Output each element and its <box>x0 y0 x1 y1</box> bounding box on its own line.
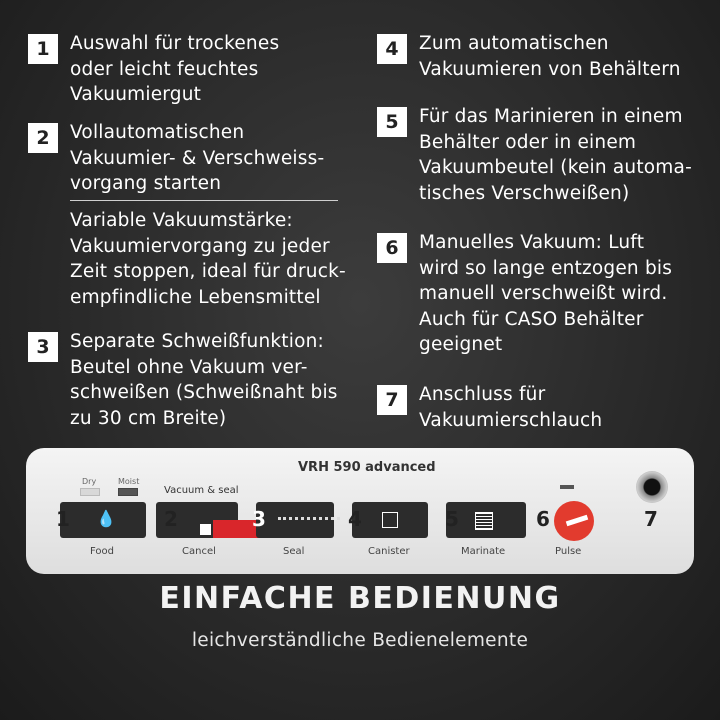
panel-number-5: 5 <box>445 507 459 531</box>
panel-number-3: 3 <box>252 507 266 531</box>
item-text: Anschluss für Vakuumierschlauch <box>419 384 603 431</box>
item-text: Vollautomatischen Vakuumier- & Verschweiss- vorgang starten <box>70 122 325 194</box>
item-2-note: Variable Vakuumstärke: Vakuumiervorgang zu jeder Zeit stoppen, ideal für druck- empfindliche Lebensmittel <box>70 210 346 308</box>
panel-number-1: 1 <box>56 507 70 531</box>
note-divider <box>70 200 338 201</box>
led-moist-indicator <box>118 488 138 496</box>
label-cancel: Cancel <box>182 546 216 557</box>
vacuum-seal-label: Vacuum & seal <box>164 485 239 496</box>
item-number: 3 <box>28 332 58 362</box>
seal-button[interactable] <box>256 502 334 538</box>
item-number: 2 <box>28 123 58 153</box>
item-number: 4 <box>377 34 407 64</box>
label-seal: Seal <box>283 546 305 557</box>
item-text: Manuelles Vakuum: Luft wird so lange entzogen bis manuell verschweißt wird. Auch für CASO Behälter geeignet <box>419 232 673 355</box>
page-subtitle: leichverständliche Bedienelemente <box>191 630 529 651</box>
panel-number-4: 4 <box>348 507 362 531</box>
panel-number-2: 2 <box>164 507 178 531</box>
vacuum-port[interactable] <box>636 471 668 503</box>
item-text: Für das Marinieren in einem Behälter oder in einem Vakuumbeutel (kein automa- tisches Verschweißen) <box>419 106 692 204</box>
label-marinate: Marinate <box>461 546 506 557</box>
item-text: Auswahl für trockenes oder leicht feuchtes Vakuumiergut <box>70 33 280 105</box>
marinate-icon <box>475 512 493 530</box>
item-number: 5 <box>377 107 407 137</box>
vacuum-seal-icon <box>200 524 211 535</box>
droplets-icon: 💧 <box>96 509 116 528</box>
label-pulse: Pulse <box>555 546 582 557</box>
canister-icon <box>382 512 398 528</box>
item-number: 6 <box>377 233 407 263</box>
model-name: VRH 590 advanced <box>298 460 436 475</box>
seal-icon <box>278 517 340 520</box>
panel-number-7: 7 <box>644 507 658 531</box>
page-title: EINFACHE BEDIENUNG <box>159 581 561 616</box>
pulse-led <box>560 485 574 489</box>
label-canister: Canister <box>368 546 410 557</box>
item-number: 7 <box>377 385 407 415</box>
led-label-dry: Dry <box>82 477 97 486</box>
item-text: Separate Schweißfunktion: Beutel ohne Vakuum ver- schweißen (Schweißnaht bis zu 30 cm Breite) <box>70 331 338 429</box>
led-dry-indicator <box>80 488 100 496</box>
item-number: 1 <box>28 34 58 64</box>
control-panel <box>26 448 694 574</box>
label-food: Food <box>90 546 114 557</box>
item-text: Zum automatischen Vakuumieren von Behältern <box>419 33 681 80</box>
panel-number-6: 6 <box>536 507 550 531</box>
led-label-moist: Moist <box>118 477 140 486</box>
